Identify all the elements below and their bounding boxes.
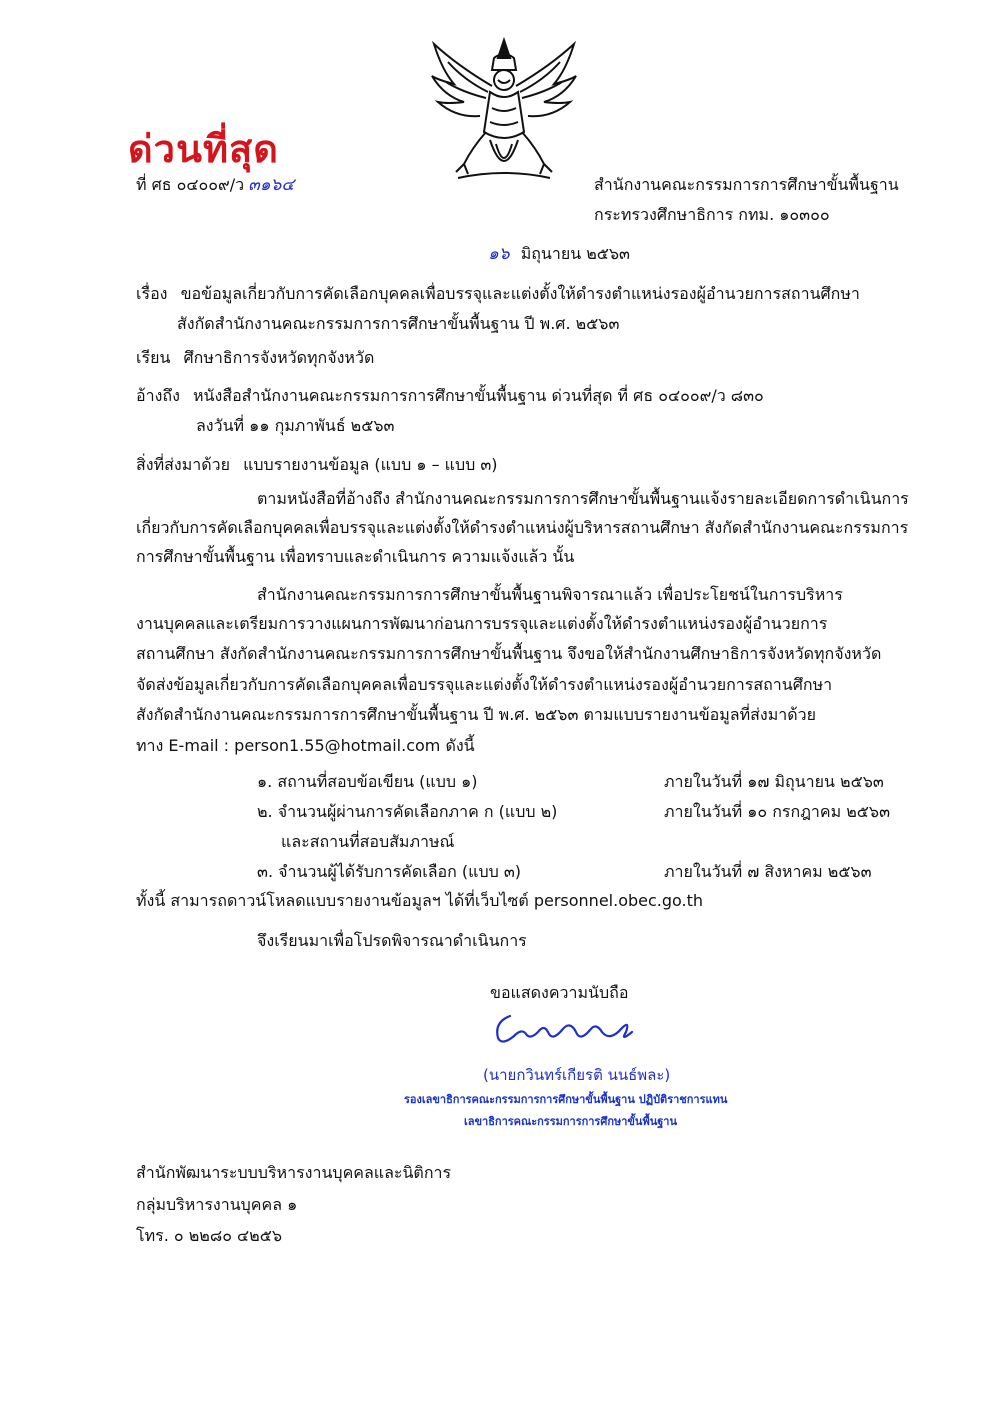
signatory-title-1: รองเลขาธิการคณะกรรมการการศึกษาขั้นพื้นฐาน ปฏิบัติราชการแทน xyxy=(404,1093,728,1106)
signatory-name: (นายกวินทร์เกียรติ นนธ์พละ) xyxy=(483,1066,671,1084)
footer-office: สำนักพัฒนาระบบบริหารงานบุคคลและนิติการ xyxy=(136,1163,452,1182)
download-note: ทั้งนี้ สามารถดาวน์โหลดแบบรายงานข้อมูลฯ ได้ที่เว็บไซต์ personnel.obec.go.th xyxy=(136,891,704,910)
paragraph-2-line-2: งานบุคคลและเตรียมการวางแผนการพัฒนาก่อนการบรรจุและแต่งตั้งให้ดำรงตำแหน่งรองผู้อำนวยการ xyxy=(136,614,828,633)
closing-request: จึงเรียนมาเพื่อโปรดพิจารณาดำเนินการ xyxy=(257,931,527,950)
reference-label: อ้างถึง xyxy=(136,386,180,405)
document-number xyxy=(136,175,294,195)
item-3-deadline: ภายในวันที่ ๗ สิงหาคม ๒๕๖๓ xyxy=(664,862,872,881)
recipient xyxy=(136,348,374,368)
garuda-emblem xyxy=(428,36,580,188)
paragraph-2-line-3: สถานศึกษา สังกัดสำนักงานคณะกรรมการการศึกษาขั้นพื้นฐาน จึงขอให้สำนักงานศึกษาธิการจังหวัดทุกจังหวัด xyxy=(136,644,882,663)
enclosure-value: แบบรายงานข้อมูล (แบบ ๑ – แบบ ๓) xyxy=(243,455,498,474)
reference-text-1: หนังสือสำนักงานคณะกรรมการการศึกษาขั้นพื้นฐาน ด่วนที่สุด ที่ ศธ ๐๔๐๐๙/ว ๘๓๐ xyxy=(193,386,764,405)
document-date xyxy=(488,244,630,264)
org-name: สำนักงานคณะกรรมการการศึกษาขั้นพื้นฐาน xyxy=(594,175,899,194)
signatory-title-2: เลขาธิการคณะกรรมการการศึกษาขั้นพื้นฐาน xyxy=(464,1115,677,1128)
date-month-year: มิถุนายน ๒๕๖๓ xyxy=(520,244,630,263)
item-1-deadline: ภายในวันที่ ๑๗ มิถุนายน ๒๕๖๓ xyxy=(664,772,884,791)
date-day-handwritten: ๑๖ xyxy=(488,244,510,264)
paragraph-1-line-1: ตามหนังสือที่อ้างถึง สำนักงานคณะกรรมการการศึกษาขั้นพื้นฐานแจ้งรายละเอียดการดำเนินการ xyxy=(257,489,909,508)
paragraph-1-line-2: เกี่ยวกับการคัดเลือกบุคคลเพื่อบรรจุและแต่งตั้งให้ดำรงตำแหน่งผู้บริหารสถานศึกษา สังกัดสำนักงานคณะกรรมการ xyxy=(136,518,909,537)
item-2-deadline: ภายในวันที่ ๑๐ กรกฎาคม ๒๕๖๓ xyxy=(664,802,890,821)
closing-salutation: ขอแสดงความนับถือ xyxy=(490,983,629,1002)
reference-line-1 xyxy=(136,386,764,406)
reference-text-2: ลงวันที่ ๑๑ กุมภาพันธ์ ๒๕๖๓ xyxy=(196,416,395,435)
paragraph-2-line-5: สังกัดสำนักงานคณะกรรมการการศึกษาขั้นพื้นฐาน ปี พ.ศ. ๒๕๖๓ ตามแบบรายงานข้อมูลที่ส่งมาด้วย xyxy=(136,705,817,724)
document-number-prefix: ที่ ศธ ๐๔๐๐๙/ว xyxy=(136,175,245,194)
paragraph-2-line-6: ทาง E-mail : person1.55@hotmail.com ดังนี้ xyxy=(136,736,475,755)
subject-text-1: ขอข้อมูลเกี่ยวกับการคัดเลือกบุคคลเพื่อบรรจุและแต่งตั้งให้ดำรงตำแหน่งรองผู้อำนวยการสถานศึกษา xyxy=(180,284,860,303)
org-address: กระทรวงศึกษาธิการ กทม. ๑๐๓๐๐ xyxy=(594,205,830,224)
paragraph-2-line-1: สำนักงานคณะกรรมการการศึกษาขั้นพื้นฐานพิจารณาแล้ว เพื่อประโยชน์ในการบริหาร xyxy=(257,585,843,604)
footer-group: กลุ่มบริหารงานบุคคล ๑ xyxy=(136,1195,298,1214)
urgency-stamp: ด่วนที่สุด xyxy=(128,127,279,171)
enclosure-label: สิ่งที่ส่งมาด้วย xyxy=(136,455,230,474)
paragraph-2-line-4: จัดส่งข้อมูลเกี่ยวกับการคัดเลือกบุคคลเพื่อบรรจุและแต่งตั้งให้ดำรงตำแหน่งรองผู้อำนวยการสถานศึกษา xyxy=(136,675,833,694)
item-2-text: ๒. จำนวนผู้ผ่านการคัดเลือกภาค ก (แบบ ๒) xyxy=(257,802,558,821)
recipient-label: เรียน xyxy=(136,348,171,367)
handwritten-signature xyxy=(490,1008,640,1048)
document-number-handwritten: ๓๑๖๔ xyxy=(248,175,295,195)
item-2-text-continued: และสถานที่สอบสัมภาษณ์ xyxy=(281,832,455,851)
item-3-text: ๓. จำนวนผู้ได้รับการคัดเลือก (แบบ ๓) xyxy=(257,862,522,881)
subject-label: เรื่อง xyxy=(136,284,168,303)
enclosure xyxy=(136,455,498,475)
subject-line-1 xyxy=(136,284,860,304)
item-1-text: ๑. สถานที่สอบข้อเขียน (แบบ ๑) xyxy=(257,772,478,791)
recipient-value: ศึกษาธิการจังหวัดทุกจังหวัด xyxy=(183,348,375,367)
paragraph-1-line-3: การศึกษาขั้นพื้นฐาน เพื่อทราบและดำเนินการ ความแจ้งแล้ว นั้น xyxy=(136,547,575,566)
subject-text-2: สังกัดสำนักงานคณะกรรมการการศึกษาขั้นพื้นฐาน ปี พ.ศ. ๒๕๖๓ xyxy=(177,314,620,333)
footer-phone: โทร. ๐ ๒๒๘๐ ๔๒๕๖ xyxy=(136,1226,282,1245)
